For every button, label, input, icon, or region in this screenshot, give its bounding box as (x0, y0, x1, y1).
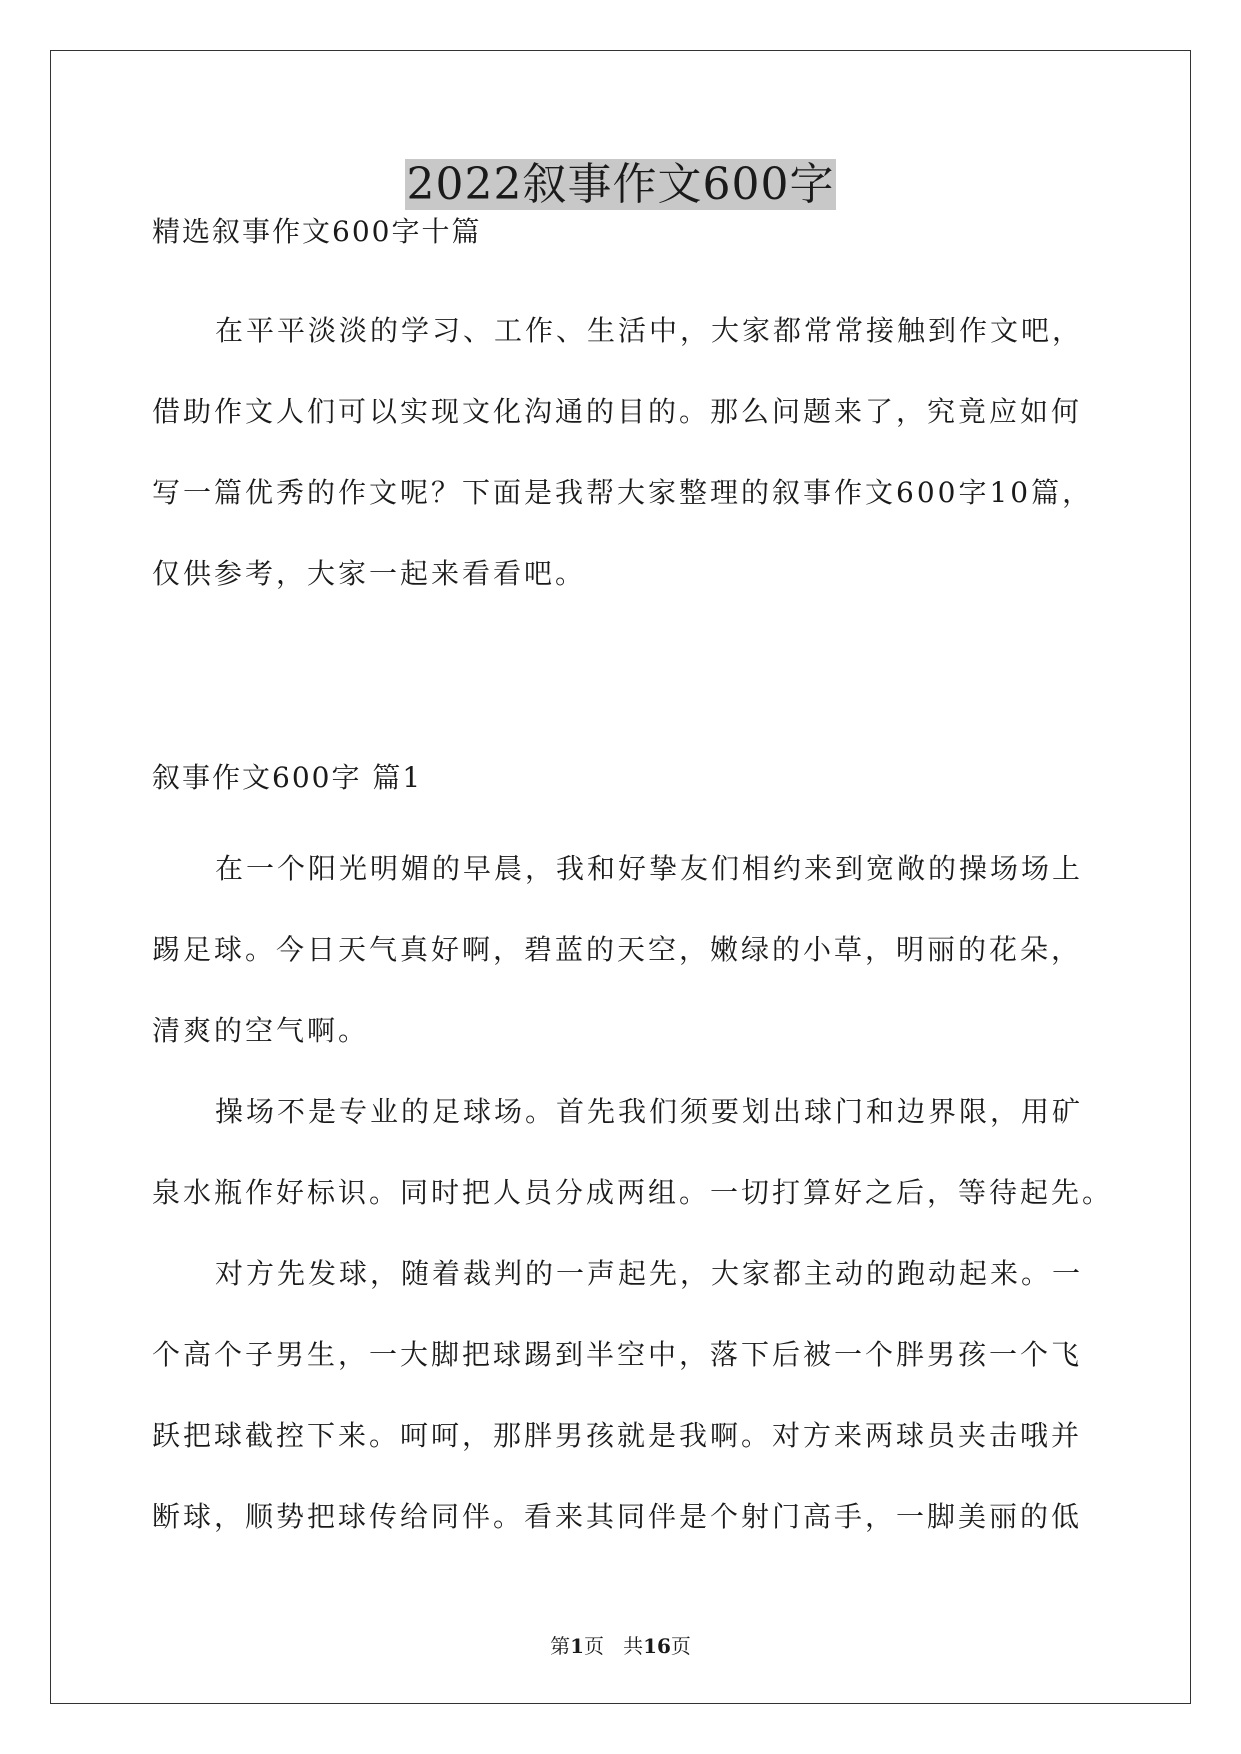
section-heading: 叙事作文600字 篇1 (152, 761, 423, 794)
footer-total-pages: 16 (643, 1634, 671, 1658)
paragraph-line: 跃把球截控下来。呵呵，那胖男孩就是我啊。对方来两球员夹击哦并 (152, 1419, 1083, 1452)
footer-page-number: 1 (570, 1634, 584, 1658)
paragraph-line: 泉水瓶作好标识。同时把人员分成两组。一切打算好之后，等待起先。 (152, 1176, 1114, 1209)
footer-suffix: 页 (670, 1634, 691, 1658)
paragraph-line: 操场不是专业的足球场。首先我们须要划出球门和边界限，用矿 (215, 1095, 1084, 1128)
paragraph-line: 断球，顺势把球传给同伴。看来其同伴是个射门高手，一脚美丽的低 (152, 1500, 1083, 1533)
page-footer (0, 1632, 1241, 1660)
intro-paragraph (152, 290, 1102, 614)
document-title-text: 2022叙事作文600字 (406, 159, 835, 210)
document-subtitle: 精选叙事作文600字十篇 (152, 215, 482, 248)
paragraph-line: 清爽的空气啊。 (152, 1014, 370, 1047)
paragraph-line: 对方先发球，随着裁判的一声起先，大家都主动的跑动起来。一 (215, 1257, 1084, 1290)
footer-mid: 页 共 (584, 1634, 644, 1658)
paragraph-line: 借助作文人们可以实现文化沟通的目的。那么问题来了，究竟应如何 (152, 395, 1083, 428)
document-title (0, 155, 1241, 215)
paragraph-line: 在一个阳光明媚的早晨，我和好挚友们相约来到宽敞的操场场上 (215, 852, 1084, 885)
story-paragraph-1 (152, 828, 1102, 1071)
paragraph-line: 仅供参考，大家一起来看看吧。 (152, 557, 587, 590)
story-paragraph-3 (152, 1233, 1102, 1557)
paragraph-line: 个高个子男生，一大脚把球踢到半空中，落下后被一个胖男孩一个飞 (152, 1338, 1083, 1371)
paragraph-line: 踢足球。今日天气真好啊，碧蓝的天空，嫩绿的小草，明丽的花朵， (152, 933, 1083, 966)
story-paragraph-2 (152, 1071, 1114, 1233)
paragraph-line: 在平平淡淡的学习、工作、生活中，大家都常常接触到作文吧， (215, 314, 1084, 347)
paragraph-line: 写一篇优秀的作文呢？下面是我帮大家整理的叙事作文600字10篇， (152, 476, 1094, 509)
footer-prefix: 第 (550, 1634, 571, 1658)
